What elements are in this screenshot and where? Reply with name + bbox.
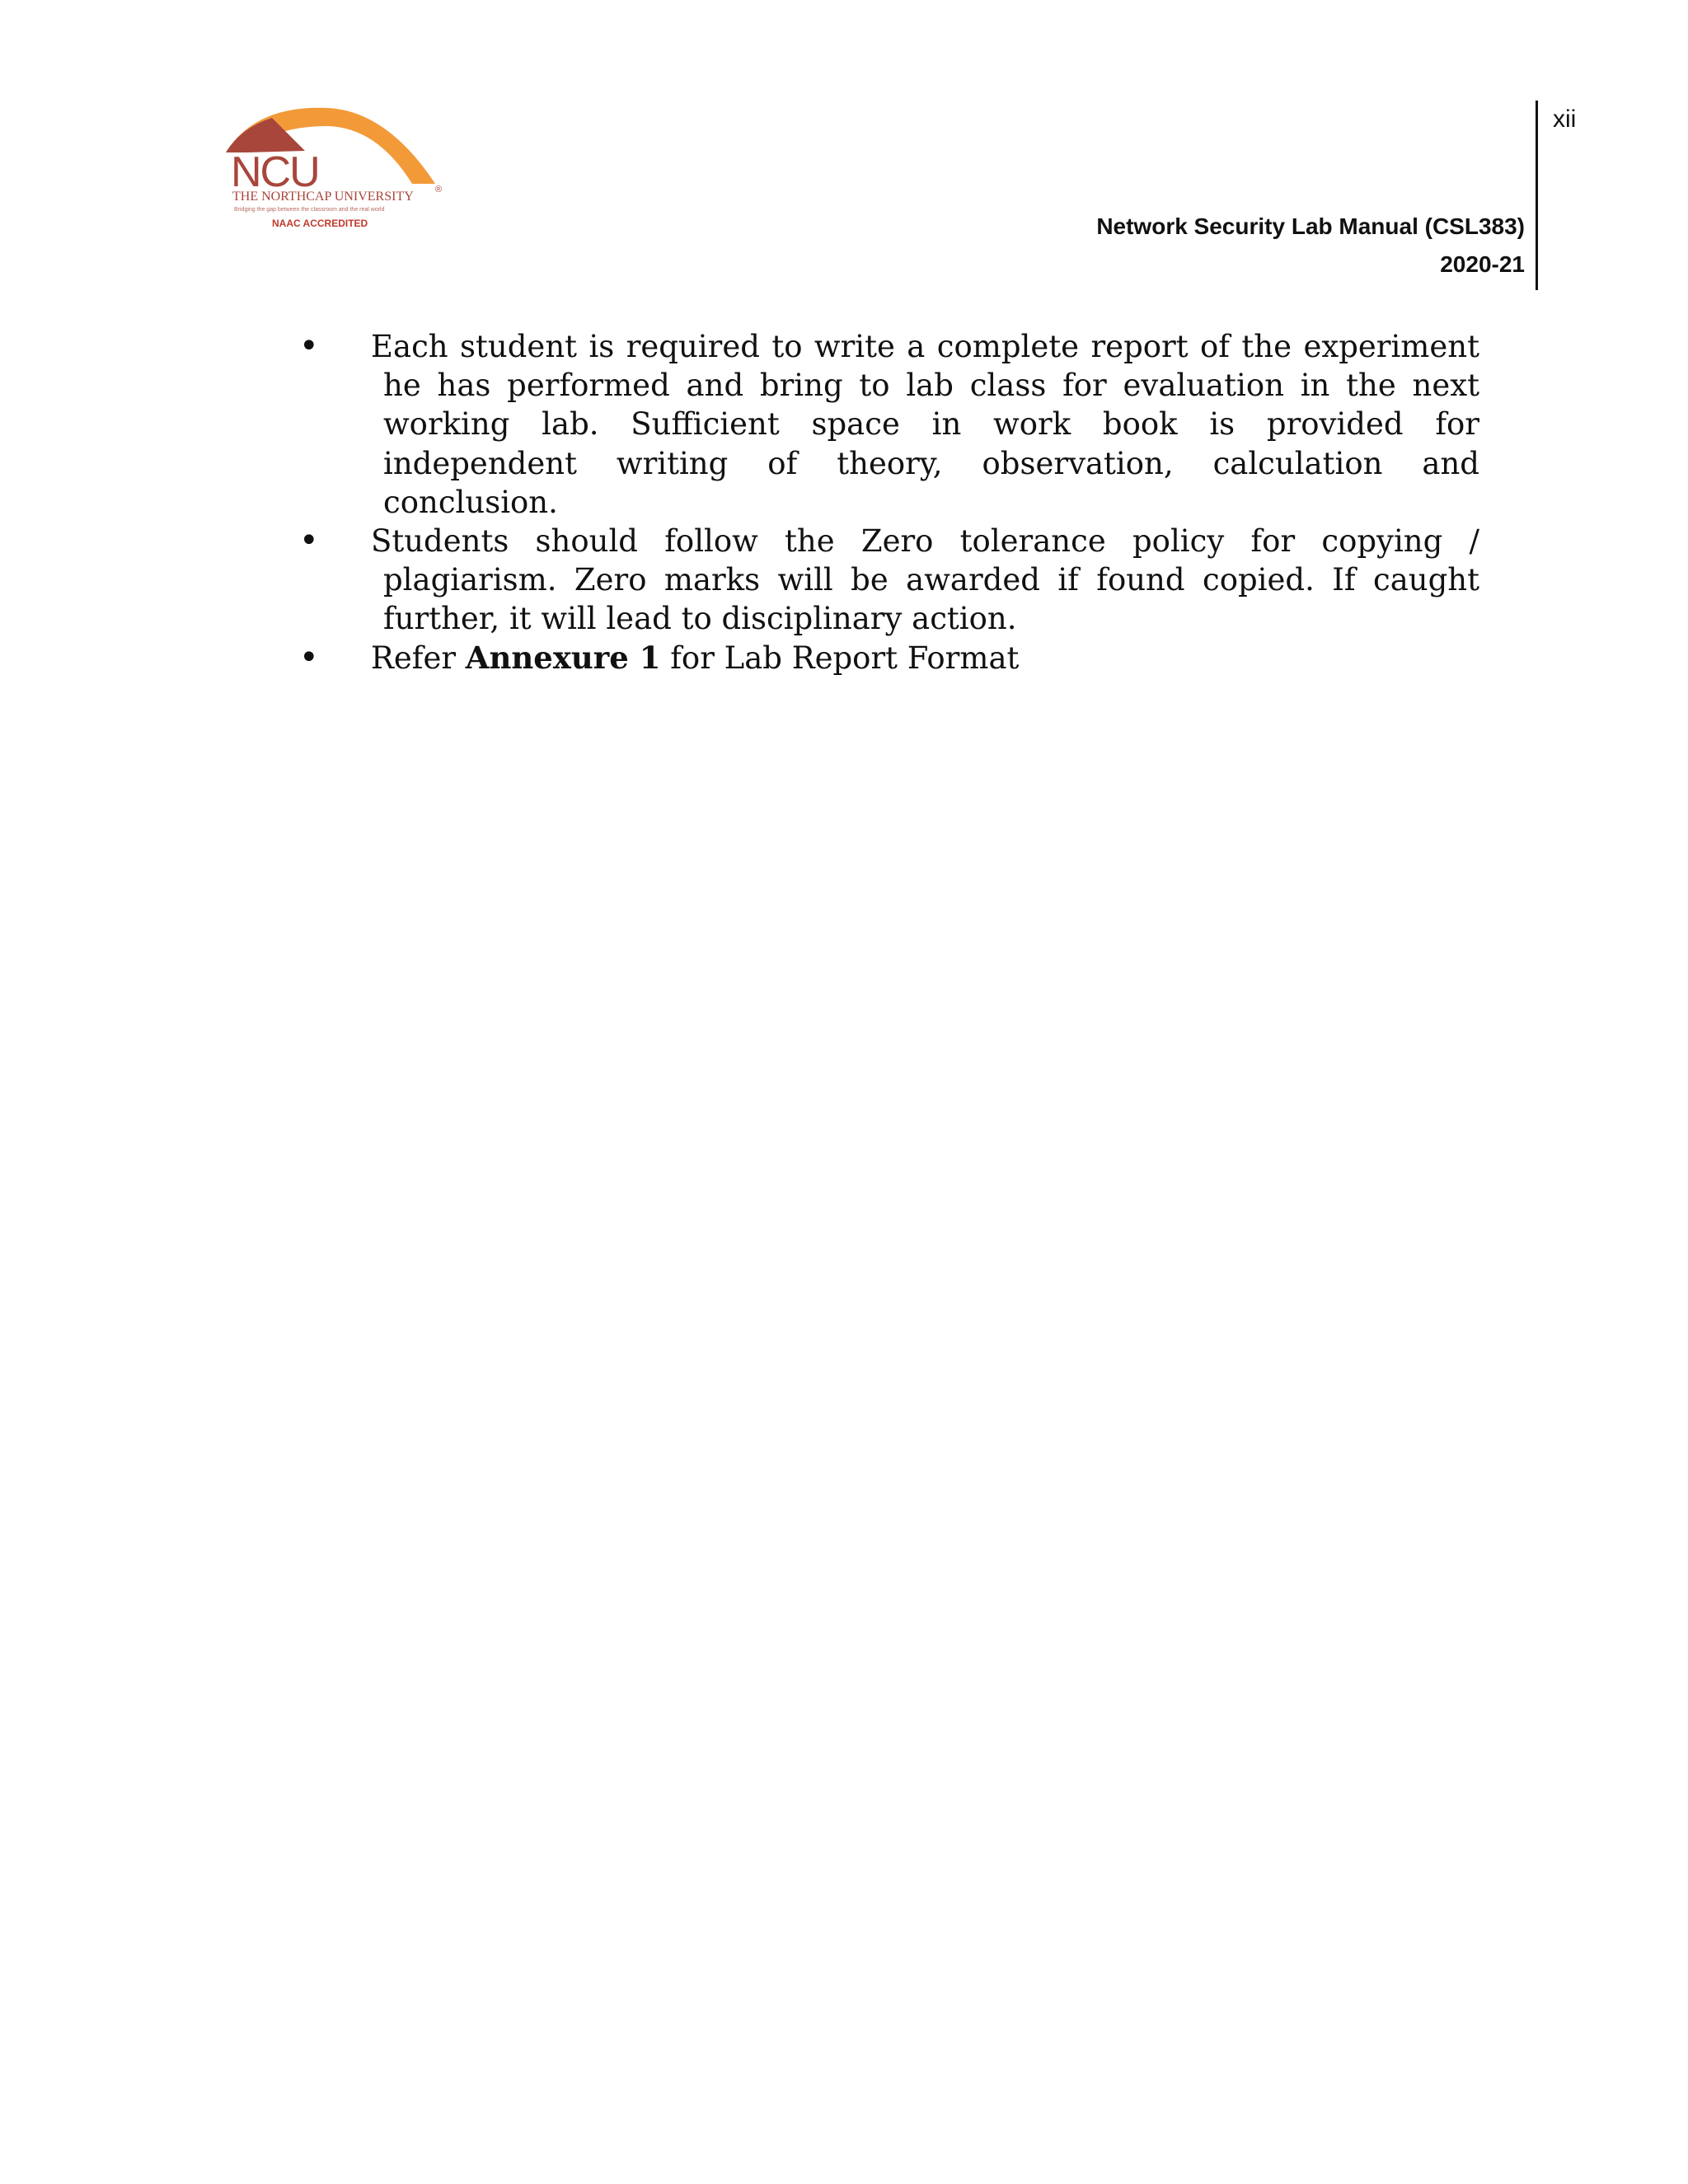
logo-abbreviation: NCU <box>231 148 319 196</box>
page-number: xii <box>1553 105 1577 133</box>
list-item-text: Students should follow the Zero tolerance policy for copying / plagiarism. Zero marks will be awarded if found copied. If caught further, it will lead to disciplinary action. <box>371 523 1479 637</box>
instructions-list <box>309 327 1479 677</box>
logo-tagline: Bridging the gap between the classroom and the real world <box>234 207 385 213</box>
list-item <box>309 522 1479 639</box>
list-item-prefix: Refer <box>371 640 466 676</box>
list-item-suffix: for Lab Report Format <box>660 640 1020 676</box>
list-item <box>309 327 1479 522</box>
bullet-icon <box>299 522 319 560</box>
bullet-icon <box>299 639 319 677</box>
header-vertical-rule <box>1536 101 1538 290</box>
university-logo <box>223 103 453 243</box>
running-header <box>1096 208 1525 284</box>
logo-university-name: THE NORTHCAP UNIVERSITY <box>232 190 414 204</box>
manual-title: Network Security Lab Manual (CSL383) <box>1096 213 1525 239</box>
logo-registered-mark: ® <box>435 185 443 194</box>
list-item <box>309 639 1479 677</box>
bullet-icon <box>299 327 319 366</box>
annexure-reference: Annexure 1 <box>465 639 661 676</box>
list-item-text: Each student is required to write a complete report of the experiment he has performed and bring to lab class for evaluation in the next working lab. Sufficient space in work book is provided for independent writing of theory, observation, calculation and conclusion. <box>371 329 1479 520</box>
academic-year: 2020-21 <box>1440 251 1525 277</box>
logo-accreditation: NAAC ACCREDITED <box>272 218 368 229</box>
